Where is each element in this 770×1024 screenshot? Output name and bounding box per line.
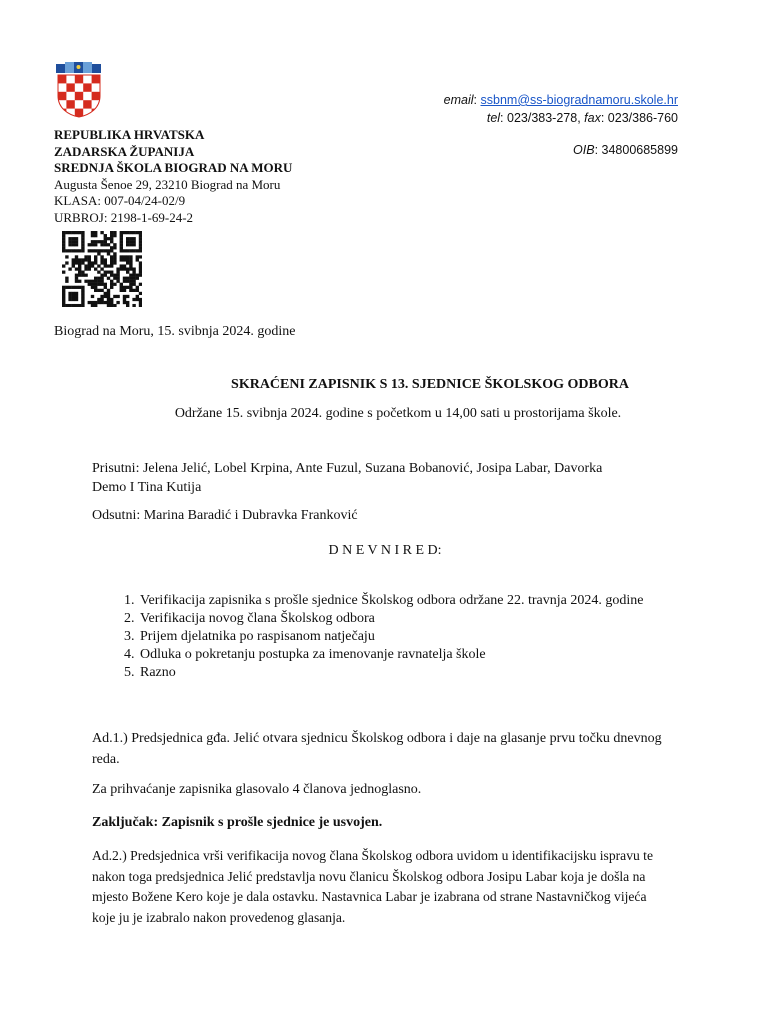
urbroj: URBROJ: 2198-1-69-24-2 [54, 209, 194, 225]
agenda-item: 3. Prijem djelatnika po raspisanom natječaju [138, 628, 678, 646]
agenda-heading: D N E V N I R E D: [328, 543, 442, 558]
ad1-conclusion: Zaključak: Zapisnik s prošle sjednice je usvojen. [92, 815, 383, 830]
email-link[interactable]: ssbnm@ss-biogradnamoru.skole.hr [480, 93, 678, 107]
place-date: Biograd na Moru, 15. svibnja 2024. godine [54, 324, 296, 339]
klasa: KLASA: 007-04/24-02/9 [54, 193, 186, 208]
agenda-item: 5. Razno [138, 664, 678, 682]
agenda-item: 4. Odluka o pokretanju postupka za imenovanje ravnatelja škole [138, 646, 678, 664]
country-name: REPUBLIKA HRVATSKA [54, 127, 205, 142]
school-address: Augusta Šenoe 29, 23210 Biograd na Moru [54, 176, 281, 192]
qr-code [62, 231, 142, 307]
ad1-paragraph: Ad.1.) Predsjednica gđa. Jelić otvara sjednicu Školskog odbora i daje na glasanje prvu točku dnevnog reda. [92, 731, 662, 767]
contact-phone: tel: 023/383-278, fax: 023/386-760 [486, 111, 678, 125]
contact-oib: OIB: 34800685899 [573, 143, 678, 157]
agenda-item: 1. Verifikacija zapisnika s prošle sjednice Školskog odbora održane 22. travnja 2024. godine [138, 592, 678, 610]
agenda-item: 2. Verifikacija novog člana Školskog odbora [138, 610, 678, 628]
contact-email: email: ssbnm@ss-biogradnamoru.skole.hr [443, 93, 678, 107]
absent-members: Odsutni: Marina Baradić i Dubravka Franković [92, 508, 358, 523]
ad1-vote: Za prihvaćanje zapisnika glasovalo 4 članova jednoglasno. [92, 782, 422, 797]
present-members-line1: Prisutni: Jelena Jelić, Lobel Krpina, Ante Fuzul, Suzana Bobanović, Josipa Labar, Davorka [92, 461, 603, 476]
document-title: SKRAĆENI ZAPISNIK S 13. SJEDNICE ŠKOLSKOG ODBORA [231, 377, 629, 392]
present-members-line2: Demo I Tina Kutija [92, 480, 202, 495]
coat-of-arms-icon [54, 62, 104, 118]
agenda-list [92, 592, 678, 682]
county-name: ZADARSKA ŽUPANIJA [54, 143, 195, 159]
document-subtitle: Održane 15. svibnja 2024. godine s početkom u 14,00 sati u prostorijama škole. [174, 406, 622, 421]
ad2-paragraph: Ad.2.) Predsjednica vrši verifikacija novog člana Školskog odbora uvidom u identifikacijsku ispravu te nakon toga predsjednica Jelić predstavlja novu članicu Školskog odbora Josipu Labar koja je došla na mjesto Božene Kero koje je dala ostavku. Nastavnica Labar je izabrana od strane Nastavničkog vijeća koje ju je izabralo nakon provedenog glasanja. [92, 848, 653, 925]
school-header [54, 127, 292, 226]
school-name: SREDNJA ŠKOLA BIOGRAD NA MORU [54, 160, 293, 175]
